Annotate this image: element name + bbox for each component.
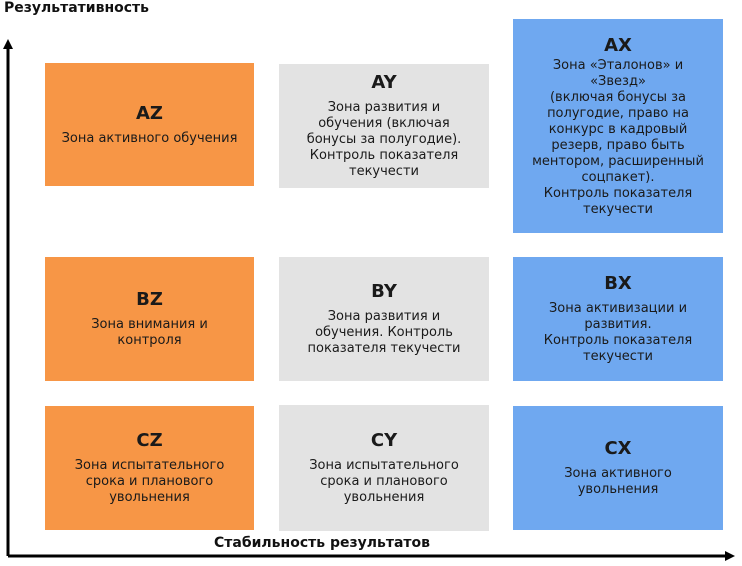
cell-ay (279, 64, 489, 188)
cell-cx-code: CX (604, 438, 632, 459)
cell-cz (45, 406, 254, 530)
cell-bz (45, 257, 254, 381)
cell-bz-code: BZ (136, 289, 163, 310)
cell-by (279, 257, 489, 381)
cell-ax-desc: Зона «Эталонов» и «Звезд» (включая бонусы за полугодие, право на конкурс в кадровый резерв, право быть ментором, расширенный соцпакет). Контроль показателя текучести (532, 57, 704, 217)
x-axis-label: Стабильность результатов (214, 535, 430, 551)
cell-cz-desc: Зона испытательного срока и планового увольнения (74, 458, 225, 505)
cell-az (45, 63, 254, 186)
cell-cz-code: CZ (136, 430, 163, 451)
cell-az-desc: Зона активного обучения (61, 130, 238, 146)
cell-bx (513, 257, 723, 381)
cell-cy-desc: Зона испытательного срока и планового увольнения (309, 458, 459, 505)
cell-by-desc: Зона развития и обучения. Контроль показателя текучести (307, 309, 461, 356)
cell-cx-desc: Зона активного увольнения (564, 466, 672, 497)
cell-ay-desc: Зона развития и обучения (включая бонусы за полугодие). Контроль показателя текучести (306, 100, 462, 179)
cell-bx-code: BX (604, 273, 632, 294)
cell-bz-desc: Зона внимания и контроля (91, 317, 208, 348)
cell-ax (513, 19, 723, 233)
cell-cy (279, 405, 489, 531)
cell-cx (513, 406, 723, 530)
cell-by-code: BY (371, 281, 397, 302)
y-axis-label: Результативность (4, 0, 150, 16)
cell-ax-code: AX (604, 34, 632, 56)
cell-bx-desc: Зона активизации и развития. Контроль показателя текучести (543, 301, 693, 364)
cell-az-code: AZ (136, 102, 163, 124)
cell-ay-code: AY (371, 72, 397, 93)
cell-cy-code: CY (370, 430, 398, 451)
